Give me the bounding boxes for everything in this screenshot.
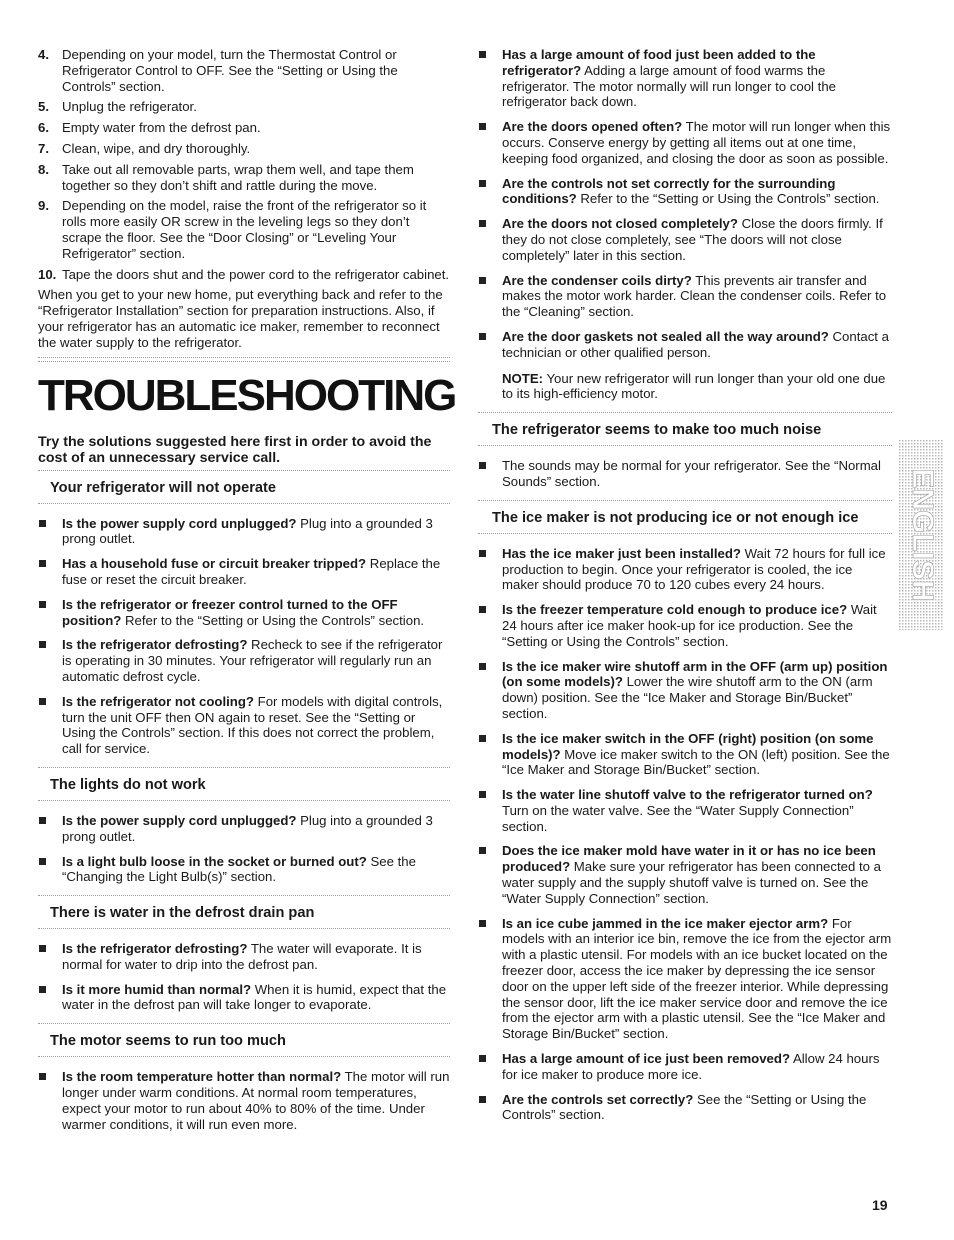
divider	[38, 895, 450, 898]
answer: Refer to the “Setting or Using the Controls” section.	[576, 191, 880, 207]
section-heading: The ice maker is not producing ice or not enough ice	[492, 509, 859, 526]
question: Is the refrigerator not cooling?	[62, 693, 254, 709]
question: Does the ice maker mold have water in it or has no ice been produced?	[502, 843, 876, 875]
question: Is a light bulb loose in the socket or burned out?	[62, 853, 367, 869]
question: Is the refrigerator defrosting?	[62, 941, 248, 957]
list-item	[38, 982, 450, 1014]
list-item	[478, 329, 892, 361]
bullet-icon	[39, 560, 46, 567]
answer: See the “Changing the Light Bulb(s)” section.	[62, 853, 416, 885]
section-list	[38, 1069, 450, 1132]
question: Has a large amount of ice just been removed?	[502, 1051, 791, 1067]
note-text: Your new refrigerator will run longer than your old one due to its high-efficiency motor.	[502, 370, 886, 402]
divider	[38, 1023, 450, 1026]
list-item	[38, 47, 450, 94]
answer: Wait 24 hours after ice maker hook-up for ice production. See the “Setting or Using the Controls” section.	[502, 602, 877, 649]
bullet-icon	[39, 858, 46, 865]
step-number: 9.	[38, 198, 49, 214]
bullet-icon	[39, 698, 46, 705]
list-item	[38, 637, 450, 684]
divider	[38, 503, 450, 506]
bullet-icon	[479, 791, 486, 798]
list-item	[478, 546, 892, 593]
question: Is the water line shutoff valve to the refrigerator turned on?	[502, 787, 873, 803]
question: Is the ice maker switch in the OFF (right) position (on some models)?	[502, 730, 874, 762]
question: Is it more humid than normal?	[62, 981, 252, 997]
bullet-icon	[479, 735, 486, 742]
bullet-icon	[39, 520, 46, 527]
section-heading: The lights do not work	[50, 776, 206, 793]
section-heading: Your refrigerator will not operate	[50, 479, 276, 496]
list-item	[478, 602, 892, 649]
answer: Lower the wire shutoff arm to the ON (arm down) position. See the “Ice Maker and Storage Bin/Bucket” section.	[502, 674, 873, 721]
question: Are the controls set correctly?	[502, 1091, 694, 1107]
answer: For models with an interior ice bin, remove the ice from the ejector arm with a plastic utensil. For models with an ice bucket located on the freezer door, access the ice maker by depressing the ice sensor door on the upper left side of the freezer interior. While depressing the sensor door, lift the ice maker service door and remove the ice from the ejector arm with a plastic utensil. See the “Ice Maker and Storage Bin/Bucket” section.	[502, 915, 892, 1042]
list-item	[38, 267, 450, 283]
bullet-icon	[479, 606, 486, 613]
answer: Plug into a grounded 3 prong outlet.	[62, 515, 433, 547]
answer: The water will evaporate. It is normal for water to drip into the defrost pan.	[62, 941, 422, 972]
divider	[478, 533, 892, 536]
section-list	[38, 941, 450, 1013]
list-item	[478, 1092, 892, 1124]
bullet-icon	[479, 1055, 486, 1062]
step-text: Take out all removable parts, wrap them well, and tape them together so they don’t shift and rattle during the move.	[62, 161, 414, 193]
bullet-icon	[39, 986, 46, 993]
bullet-icon	[39, 1073, 46, 1080]
section-heading: The refrigerator seems to make too much noise	[492, 422, 822, 439]
question: Is the room temperature hotter than normal?	[62, 1069, 342, 1085]
answer: The motor will run longer under warm conditions. At normal room temperatures, expect your motor to run about 40% to 80% of the time. Under warmer conditions, it will run even more.	[62, 1069, 450, 1132]
section-list	[478, 458, 892, 490]
step-number: 8.	[38, 161, 49, 177]
list-item	[38, 556, 450, 588]
intro-text: Try the solutions suggested here first in order to avoid the cost of an unnecessary service call.	[38, 433, 432, 466]
divider	[38, 357, 450, 362]
answer: Plug into a grounded 3 prong outlet.	[62, 812, 433, 844]
question: Has a household fuse or circuit breaker tripped?	[62, 556, 367, 572]
step-number: 5.	[38, 99, 49, 115]
answer: Adding a large amount of food warms the refrigerator. The motor normally will run longer to cool the refrigerator back down.	[502, 62, 836, 110]
answer: The motor will run longer when this occurs. Conserve energy by getting all items out at one time, keeping food organized, and closing the door as soon as possible.	[502, 119, 891, 166]
question: Is an ice cube jammed in the ice maker ejector arm?	[502, 915, 829, 931]
divider	[38, 470, 450, 473]
list-item	[478, 119, 892, 166]
step-text: Empty water from the defrost pan.	[62, 120, 261, 136]
divider	[478, 412, 892, 415]
list-item	[38, 854, 450, 886]
answer: Contact a technician or other qualified person.	[502, 328, 889, 360]
answer: Move ice maker switch to the ON (left) position. See the “Ice Maker and Storage Bin/Bucket” section.	[502, 746, 890, 778]
moving-steps-list	[38, 47, 450, 282]
section-list	[38, 516, 450, 757]
motor-note	[478, 371, 892, 403]
list-item	[38, 941, 450, 973]
question: Is the freezer temperature cold enough to produce ice?	[502, 602, 848, 618]
bullet-icon	[479, 123, 486, 130]
page-title: TROUBLESHOOTING	[38, 370, 456, 420]
answer: Replace the fuse or reset the circuit breaker.	[62, 556, 441, 587]
question: Are the door gaskets not sealed all the way around?	[502, 328, 829, 344]
list-item	[38, 120, 450, 136]
list-item	[38, 1069, 450, 1132]
right-column	[478, 47, 892, 1133]
divider	[38, 767, 450, 770]
step-text: Depending on your model, turn the Thermostat Control or Refrigerator Control to OFF. See the “Setting or Using the Controls” section.	[62, 47, 398, 94]
step-text: Tape the doors shut and the power cord to the refrigerator cabinet.	[62, 266, 450, 282]
bullet-icon	[39, 945, 46, 952]
bullet-icon	[479, 220, 486, 227]
list-item	[478, 731, 892, 778]
step-number: 7.	[38, 140, 49, 156]
divider	[478, 500, 892, 503]
list-item	[38, 198, 450, 261]
bullet-icon	[479, 462, 486, 469]
question: Is the refrigerator defrosting?	[62, 637, 248, 653]
divider	[38, 928, 450, 931]
question: Is the refrigerator or freezer control turned to the OFF position?	[62, 596, 398, 628]
bullet-icon	[479, 180, 486, 187]
section-list	[38, 813, 450, 885]
step-text: Depending on the model, raise the front of the refrigerator so it rolls more easily OR screw in the leveling legs so they don’t scrape the floor. See the “Door Closing” or “Leveling Your Refrigerator” section.	[62, 198, 427, 261]
list-item	[478, 458, 892, 490]
answer: This prevents air transfer and makes the motor work harder. Clean the condenser coils. Refer to the “Cleaning” section.	[502, 272, 887, 320]
question: Are the condenser coils dirty?	[502, 272, 692, 288]
divider	[478, 445, 892, 448]
list-item	[478, 916, 892, 1042]
question: Are the doors not closed completely?	[502, 216, 738, 232]
answer: Turn on the water valve. See the “Water Supply Connection” section.	[502, 802, 854, 834]
step-number: 10.	[38, 266, 57, 282]
question: Has a large amount of food just been added to the refrigerator?	[502, 47, 816, 78]
list-item	[478, 216, 892, 263]
answer: The sounds may be normal for your refrigerator. See the “Normal Sounds” section.	[502, 458, 881, 489]
question: Are the controls not set correctly for the surrounding conditions?	[502, 175, 836, 207]
answer: Recheck to see if the refrigerator is operating in 30 minutes. Your refrigerator will regularly run an automatic defrost cycle.	[62, 637, 443, 684]
answer: See the “Setting or Using the Controls” section.	[502, 1091, 867, 1123]
bullet-icon	[479, 51, 486, 58]
note-label: NOTE:	[502, 370, 544, 386]
question: Is the ice maker wire shutoff arm in the OFF (arm up) position (on some models)?	[502, 658, 888, 690]
section-heading: The motor seems to run too much	[50, 1033, 286, 1050]
list-item	[38, 99, 450, 115]
answer: Make sure your refrigerator has been connected to a water supply and the supply shutoff valve is turned on. See the “Water Supply Connection” section.	[502, 859, 881, 906]
bullet-icon	[479, 277, 486, 284]
bullet-icon	[479, 550, 486, 557]
bullet-icon	[39, 641, 46, 648]
question: Are the doors opened often?	[502, 119, 683, 135]
bullet-icon	[479, 663, 486, 670]
divider	[38, 800, 450, 803]
list-item	[478, 47, 892, 110]
bullet-icon	[479, 333, 486, 340]
question: Has the ice maker just been installed?	[502, 545, 741, 561]
list-item	[38, 597, 450, 629]
bullet-icon	[39, 817, 46, 824]
step-number: 4.	[38, 47, 49, 62]
section-heading: There is water in the defrost drain pan	[50, 905, 315, 922]
moving-note: When you get to your new home, put everything back and refer to the “Refrigerator Installation” section for preparation instructions. Also, if your refrigerator has an automatic ice maker, remember to reconnect the water supply to the refrigerator.	[38, 287, 443, 350]
list-item	[478, 273, 892, 320]
bullet-icon	[479, 1096, 486, 1103]
page-number: 19	[872, 1197, 888, 1213]
step-text: Clean, wipe, and dry thoroughly.	[62, 140, 251, 156]
section-list	[478, 546, 892, 1124]
list-item	[38, 162, 450, 194]
motor-list-continued	[478, 47, 892, 361]
list-item	[478, 1051, 892, 1083]
bullet-icon	[39, 601, 46, 608]
list-item	[38, 141, 450, 157]
divider	[38, 1056, 450, 1059]
answer: Allow 24 hours for ice maker to produce more ice.	[502, 1051, 880, 1082]
answer: When it is humid, expect that the water in the defrost pan will take longer to evaporate.	[62, 981, 447, 1013]
language-tab-graphic	[899, 440, 943, 630]
question: Is the power supply cord unplugged?	[62, 812, 297, 828]
answer: For models with digital controls, turn the unit OFF then ON again to reset. See the “Setting or Using the Controls” section. If this does not correct the problem, call for service.	[62, 693, 443, 757]
step-text: Unplug the refrigerator.	[62, 99, 197, 115]
list-item	[478, 787, 892, 834]
list-item	[478, 843, 892, 906]
list-item	[38, 516, 450, 548]
step-number: 6.	[38, 120, 49, 136]
list-item	[38, 813, 450, 845]
bullet-icon	[479, 847, 486, 854]
answer: Close the doors firmly. If they do not close completely, see “The doors will not close completely” later in this section.	[502, 216, 883, 263]
list-item	[38, 694, 450, 757]
question: Is the power supply cord unplugged?	[62, 515, 297, 531]
list-item	[478, 659, 892, 722]
language-side-tab	[899, 440, 943, 630]
list-item	[478, 176, 892, 208]
bullet-icon	[479, 920, 486, 927]
answer: Wait 72 hours for full ice production to begin. Once your refrigerator is cooled, the ice maker should produce 70 to 120 cubes every 24 hours.	[502, 545, 886, 593]
left-column	[38, 47, 456, 1142]
answer: Refer to the “Setting or Using the Controls” section.	[121, 612, 425, 628]
side-tab-label: ENGLISH	[906, 468, 940, 602]
